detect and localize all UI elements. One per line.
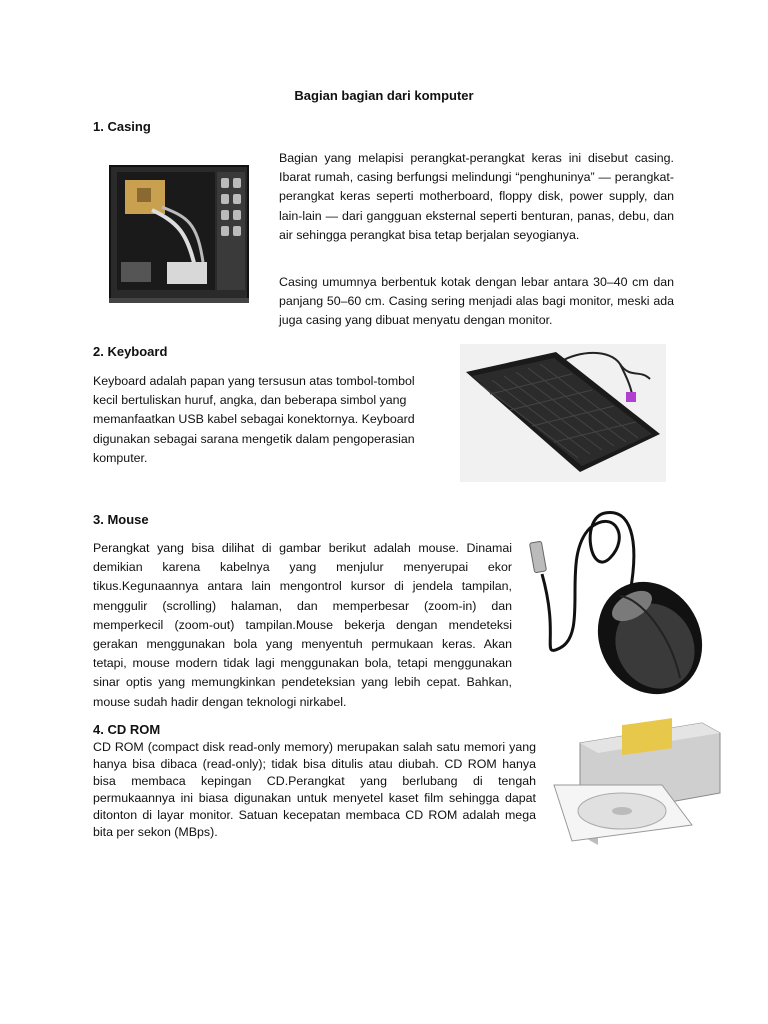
cdrom-image: [552, 715, 722, 847]
keyboard-paragraph: Keyboard adalah papan yang tersusun atas tombol-tombol kecil bertuliskan huruf, angka, dan beberapa simbol yang memanfaatkan USB kabel sebagai konektornya. Keyboard digunakan sebagai sarana mengetik dalam pengoperasian komputer.: [93, 374, 415, 465]
keyboard-image: [460, 344, 666, 482]
section-heading-keyboard: 2. Keyboard: [93, 344, 168, 359]
casing-paragraph-2: Casing umumnya berbentuk kotak dengan lebar antara 30–40 cm dan panjang 50–60 cm. Casing sering menjadi alas bagi monitor, meski ada juga casing yang dibuat menyatu dengan monitor.: [279, 275, 674, 328]
section-heading-casing: 1. Casing: [93, 119, 151, 134]
section-heading-cdrom: 4. CD ROM: [93, 722, 161, 737]
casing-paragraph-1: Bagian yang melapisi perangkat-perangkat keras ini disebut casing. Ibarat rumah, casing berfungsi melindungi “penghuninya” — perangkat-perangkat keras seperti motherboard, floppy disk, power supply, dan lain-lain — dari gangguan eksternal seperti benturan, panas, debu, dan air sehingga perangkat bisa tetap berjalan seyogianya.: [279, 151, 674, 242]
section-heading-mouse: 3. Mouse: [93, 512, 149, 527]
casing-image: [107, 162, 253, 307]
mouse-image: [520, 498, 720, 698]
cdrom-paragraph: CD ROM (compact disk read-only memory) merupakan salah satu memori yang hanya bisa dibaca (read-only); tidak bisa ditulis atau diubah. CD ROM hanya bisa membaca kepingan CD.Perangkat yang berlubang di tengah permukaannya ini biasa digunakan untuk menyetel kaset film sehingga dapat ditonton di layar monitor. Satuan kecepatan membaca CD ROM adalah mega bita per sekon (MBps).: [93, 740, 536, 839]
mouse-paragraph: Perangkat yang bisa dilihat di gambar berikut adalah mouse. Dinamai demikian karena kabelnya yang menjulur menyerupai ekor tikus.Kegunaannya antara lain mengontrol kursor di jendela tampilan, menggulir (scrolling) halaman, dan memperbesar (zoom-in) dan memperkecil (zoom-out) tampilan.Mouse bekerja dengan mendeteksi gerakan menggunakan bola yang menyentuh permukaan keras. Akan tetapi, mouse modern tidak lagi menggunakan bola, tetapi menggunakan sinar optis yang memungkinkan pendeteksian yang lebih cepat. Bahkan, mouse sudah hadir dengan teknologi nirkabel.: [93, 541, 512, 709]
document-title: Bagian bagian dari komputer: [294, 88, 474, 103]
